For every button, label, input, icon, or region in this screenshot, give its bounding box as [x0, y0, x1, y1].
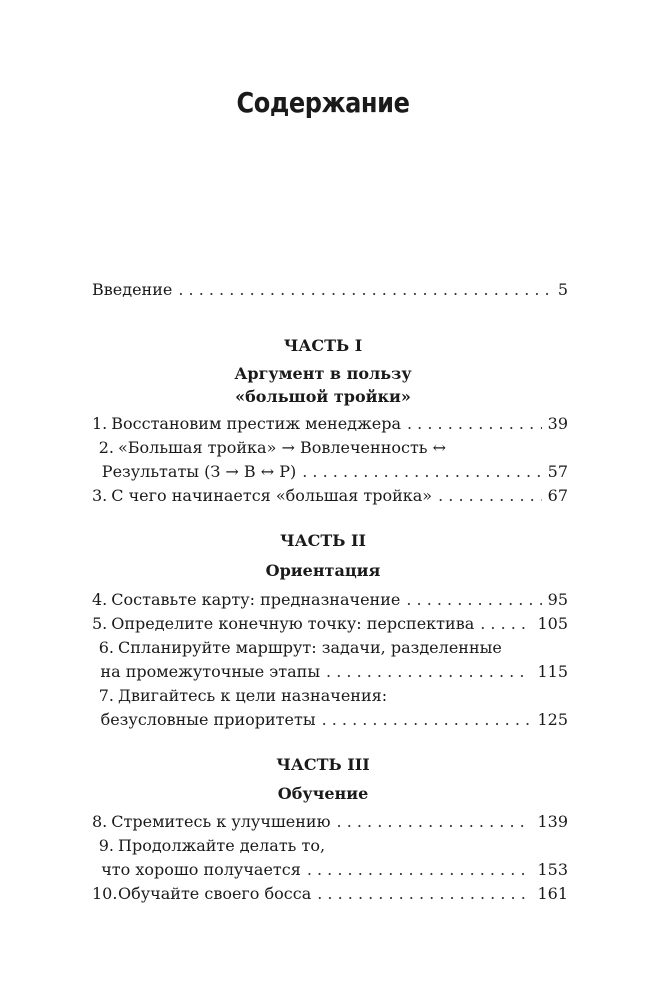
- dot-leader: [302, 460, 541, 484]
- toc-entry[interactable]: [92, 684, 568, 708]
- chapter-title: что хорошо получается: [101, 860, 301, 879]
- toc-entry[interactable]: [92, 636, 568, 660]
- dot-leader: [326, 660, 531, 684]
- toc-page-number: 153: [537, 860, 568, 879]
- toc-page-number: 115: [537, 662, 568, 681]
- toc-page-number: 5: [557, 280, 568, 299]
- chapter-title: Результаты (З → В ↔ Р): [101, 462, 297, 481]
- toc-entry[interactable]: [92, 834, 568, 858]
- chapter-title: С чего начинается «большая тройка»: [111, 486, 433, 505]
- dot-leader: [337, 810, 532, 834]
- toc-entry[interactable]: [92, 882, 568, 906]
- chapter-number: 7.: [98, 686, 114, 705]
- chapter-number: 10.: [92, 884, 118, 903]
- chapter-title: Продолжайте делать то,: [118, 836, 326, 855]
- chapter-title: Восстановим престиж менеджера: [111, 414, 401, 433]
- part-heading: ЧАСТЬ II: [279, 531, 367, 550]
- toc-entry[interactable]: [92, 412, 568, 436]
- chapter-number: 6.: [98, 638, 114, 657]
- toc-page-number: 39: [547, 414, 568, 433]
- chapter-number: 4.: [92, 590, 108, 609]
- chapter-title: Спланируйте маршрут: задачи, разделенные: [118, 638, 502, 657]
- toc-page-number: 161: [537, 884, 568, 903]
- page-title: Содержание: [236, 86, 410, 119]
- toc-entry[interactable]: [92, 484, 568, 508]
- part-subtitle: «большой тройки»: [235, 387, 411, 406]
- chapter-number: 1.: [92, 414, 108, 433]
- dot-leader: [307, 858, 532, 882]
- part-subtitle: Аргумент в пользу: [234, 364, 412, 383]
- toc-entry[interactable]: [92, 436, 568, 460]
- dot-leader: [178, 278, 551, 302]
- toc-page-number: 67: [547, 486, 568, 505]
- toc-entry-intro[interactable]: [92, 278, 568, 302]
- chapter-title: Определите конечную точку: перспектива: [111, 614, 475, 633]
- toc-page-number: 125: [537, 710, 568, 729]
- toc-entry[interactable]: [92, 612, 568, 636]
- toc-page-number: 95: [547, 590, 568, 609]
- toc-entry-continuation[interactable]: [92, 460, 568, 484]
- toc-entry-continuation[interactable]: [92, 708, 568, 732]
- chapter-number: 3.: [92, 486, 108, 505]
- chapter-title: Обучайте своего босса: [118, 884, 312, 903]
- chapter-number: 8.: [92, 812, 108, 831]
- part-subtitle: Обучение: [277, 784, 369, 803]
- toc-entry-continuation[interactable]: [92, 660, 568, 684]
- chapter-number: 9.: [98, 836, 114, 855]
- toc-entry[interactable]: [92, 810, 568, 834]
- part-subtitle: Ориентация: [265, 561, 381, 580]
- part-heading: ЧАСТЬ III: [276, 755, 370, 774]
- dot-leader: [438, 484, 542, 508]
- chapter-title: Двигайтесь к цели назначения:: [118, 686, 388, 705]
- chapter-number: 2.: [98, 438, 114, 457]
- dot-leader: [407, 412, 542, 436]
- chapter-title: на промежуточные этапы: [100, 662, 321, 681]
- dot-leader: [480, 612, 531, 636]
- part-heading: ЧАСТЬ I: [283, 336, 363, 355]
- chapter-title: безусловные приоритеты: [100, 710, 316, 729]
- chapter-title: «Большая тройка» → Вовлеченность ↔: [118, 438, 446, 457]
- dot-leader: [406, 588, 541, 612]
- toc-entry-continuation[interactable]: [92, 858, 568, 882]
- toc-entry-label: Введение: [92, 280, 173, 299]
- chapter-title: Стремитесь к улучшению: [111, 812, 331, 831]
- dot-leader: [317, 882, 531, 906]
- toc-page-number: 57: [547, 462, 568, 481]
- chapter-number: 5.: [92, 614, 108, 633]
- chapter-title: Составьте карту: предназначение: [111, 590, 401, 609]
- toc-entry[interactable]: [92, 588, 568, 612]
- toc-page-number: 105: [537, 614, 568, 633]
- dot-leader: [322, 708, 532, 732]
- toc-page-number: 139: [537, 812, 568, 831]
